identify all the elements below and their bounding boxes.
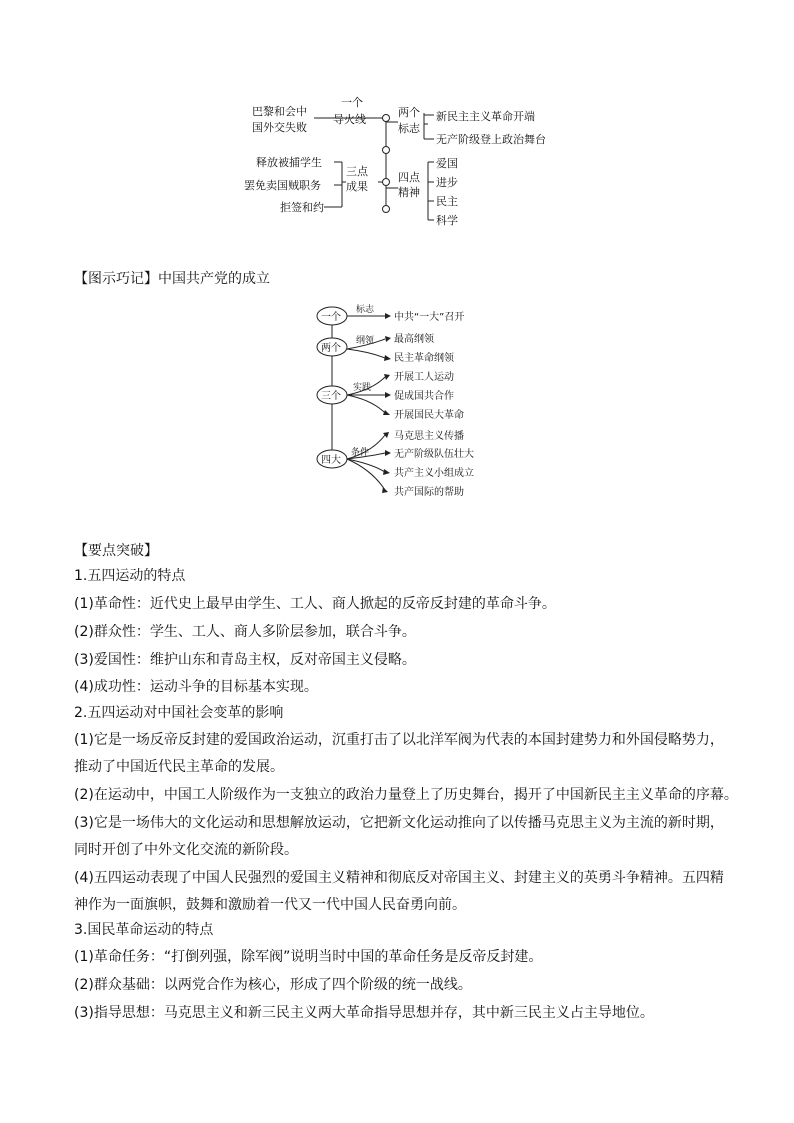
node-four-text: 四大: [321, 455, 341, 466]
section-title-cpc-founding: 【图示巧记】中国共产党的成立: [74, 271, 270, 287]
d1-item-2: 无产阶级登上政治舞台: [436, 133, 546, 146]
d1-mid-trigger: 导火线: [333, 113, 366, 126]
para-1-3: (3)爱国性：维护山东和青岛主权，反对帝国主义侵略。: [74, 652, 416, 668]
heading-1: 1.五四运动的特点: [74, 568, 186, 584]
para-2-1a: (1)它是一场反帝反封建的爱国政治运动，沉重打击了以北洋军阀为代表的本国封建势力和外国侵略势力，: [74, 732, 724, 748]
item-9: 共产主义小组成立: [394, 468, 474, 479]
d1-mid-one: 一个: [341, 96, 363, 109]
item-7: 马克思主义传播: [394, 431, 464, 442]
d1-left-cause-2: 国外交失败: [252, 121, 307, 134]
d1-item-6: 科学: [436, 214, 458, 227]
item-1: 中共“一大”召开: [394, 312, 465, 323]
d1-label-sign: 标志: [398, 122, 420, 135]
d1-left-cause-1: 巴黎和会中: [252, 105, 307, 118]
para-1-4: (4)成功性：运动斗争的目标基本实现。: [74, 679, 318, 695]
d1-item-5: 民主: [436, 195, 458, 208]
d1-item-3: 爱国: [436, 157, 458, 170]
para-3-1: (1)革命任务：“打倒列强，除军阀”说明当时中国的革命任务是反帝反封建。: [74, 949, 543, 965]
para-2-3a: (3)它是一场伟大的文化运动和思想解放运动，它把新文化运动推向了以传播马克思主义为主流的新时期，: [74, 815, 724, 831]
d1-mid-three: 三点: [346, 165, 368, 178]
item-5: 促成国共合作: [394, 391, 454, 402]
para-3-3: (3)指导思想：马克思主义和新三民主义两大革命指导思想并存，其中新三民主义占主导地位。: [74, 1005, 654, 1021]
label-program: 纲领: [356, 336, 375, 346]
d1-label-four: 四点: [398, 171, 420, 184]
node-three-text: 三个: [321, 391, 341, 402]
para-2-4b: 神作为一面旗帜，鼓舞和激励着一代又一代中国人民奋勇向前。: [74, 897, 466, 913]
label-sign: 标志: [356, 305, 375, 315]
d1-mid-results: 成果: [346, 180, 368, 193]
heading-3: 3.国民革命运动的特点: [74, 922, 214, 938]
d1-left-result-2: 罢免卖国贼职务: [244, 179, 321, 192]
d1-left-result-1: 释放被捕学生: [256, 156, 322, 169]
para-2-4a: (4)五四运动表现了中国人民强烈的爱国主义精神和彻底反对帝国主义、封建主义的英勇斗争精神。五四精: [74, 870, 724, 886]
label-practice: 实践: [353, 383, 372, 393]
item-8: 无产阶级队伍壮大: [394, 449, 474, 460]
para-2-2: (2)在运动中，中国工人阶级作为一支独立的政治力量登上了历史舞台，揭开了中国新民主主义革命的序幕。: [74, 787, 738, 803]
para-1-2: (2)群众性：学生、工人、商人多阶层参加，联合斗争。: [74, 624, 416, 640]
item-2: 最高纲领: [394, 334, 434, 345]
item-6: 开展国民大革命: [394, 410, 464, 421]
item-10: 共产国际的帮助: [394, 487, 464, 498]
node-one-text: 一个: [321, 312, 341, 323]
para-1-1: (1)革命性：近代史上最早由学生、工人、商人掀起的反帝反封建的革命斗争。: [74, 596, 556, 612]
section-title-key-points: 【要点突破】: [74, 543, 158, 559]
para-2-3b: 同时开创了中外文化交流的新阶段。: [74, 842, 298, 858]
d1-item-4: 进步: [436, 176, 458, 189]
label-conditions: 条件: [351, 448, 370, 458]
d1-item-1: 新民主主义革命开端: [436, 110, 535, 123]
d1-left-result-3: 拒签和约: [280, 201, 324, 214]
node-two-text: 两个: [321, 343, 341, 354]
cpc-founding-diagram: [0, 0, 794, 520]
item-4: 开展工人运动: [394, 372, 454, 383]
item-3: 民主革命纲领: [394, 353, 454, 364]
heading-2: 2.五四运动对中国社会变革的影响: [74, 705, 284, 721]
d1-label-two: 两个: [398, 106, 420, 119]
d1-label-spirit: 精神: [398, 186, 420, 199]
para-2-1b: 推动了中国近代民主革命的发展。: [74, 759, 284, 775]
para-3-2: (2)群众基础：以两党合作为核心，形成了四个阶级的统一战线。: [74, 977, 472, 993]
